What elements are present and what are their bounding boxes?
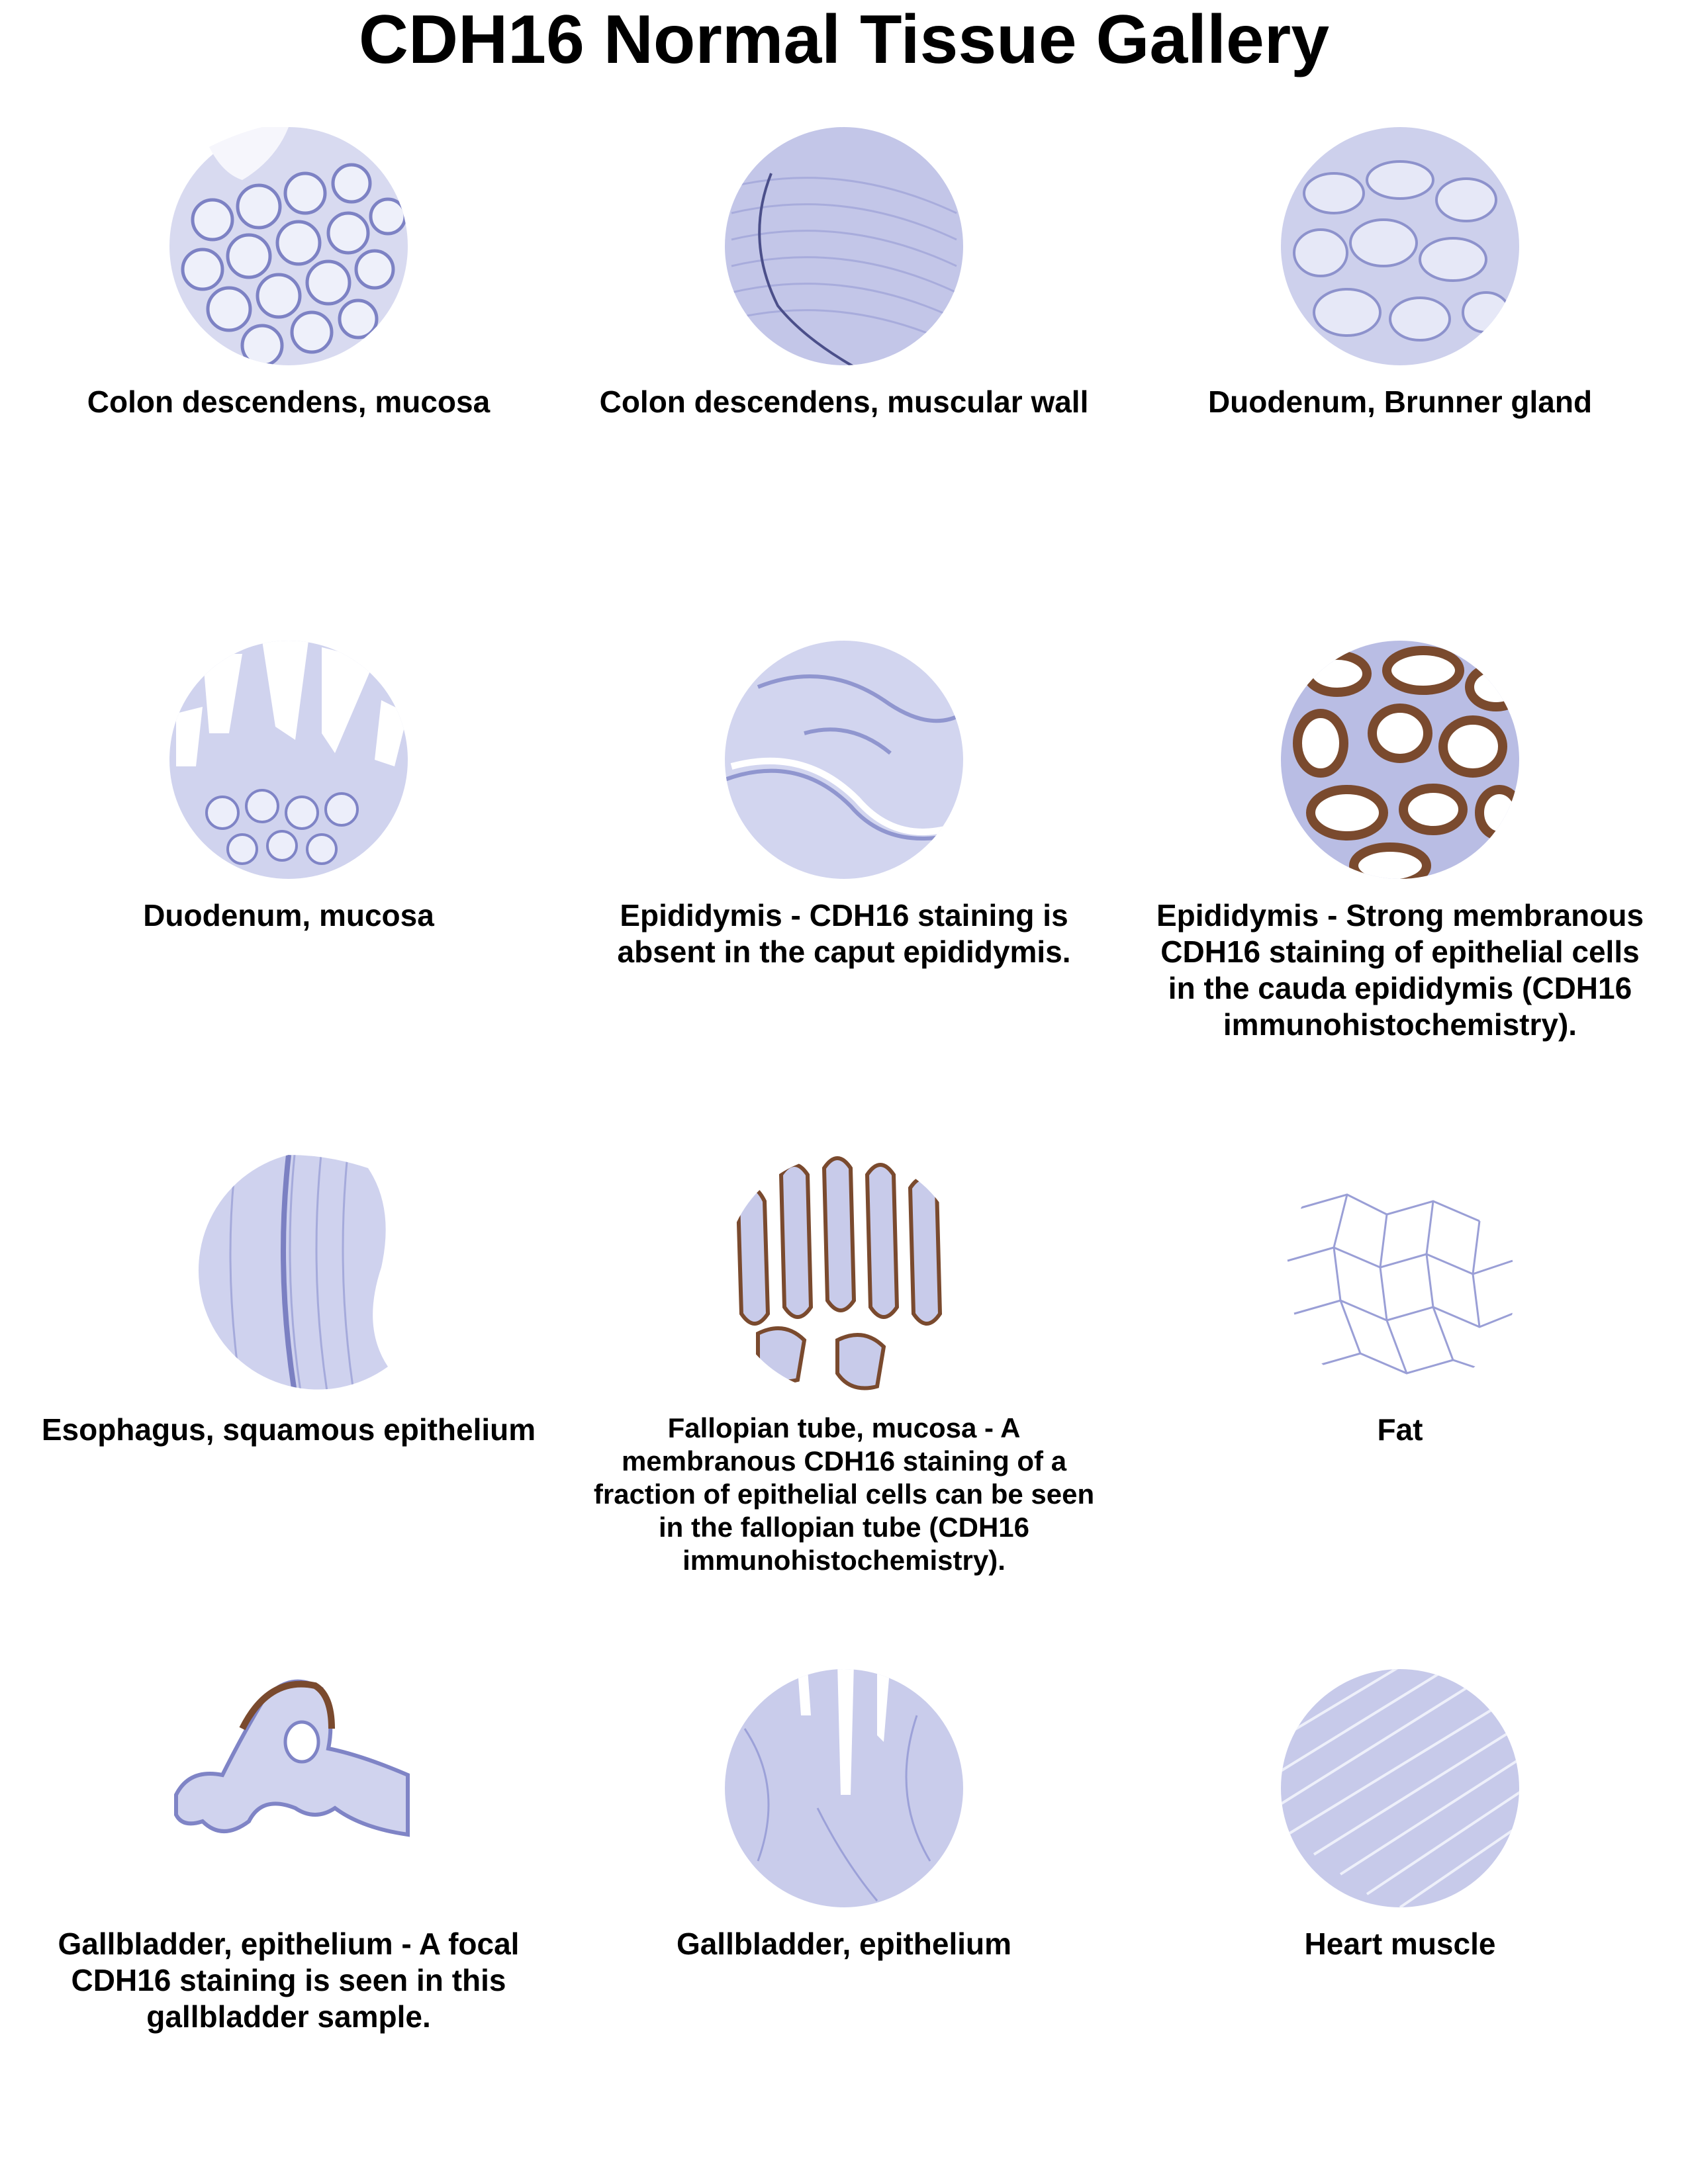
tile-caption: Esophagus, squamous epithelium [41,1412,536,1447]
tile-caption: Colon descendens, mucosa [87,385,491,419]
tile-caption: Epididymis - CDH16 staining is absent in the caput epididymis. [617,898,1071,969]
tissue-core-image [718,1662,970,1914]
tile-caption: Duodenum, mucosa [143,898,434,933]
tissue-core-image [1274,1148,1526,1400]
tissue-core-image [163,634,414,886]
tissue-core-image [718,120,970,372]
tissue-core-image [718,634,970,886]
tile-caption: Colon descendens, muscular wall [599,385,1089,419]
tissue-core-image [718,1148,970,1400]
tissue-core-image [1274,634,1526,886]
tile-caption: Duodenum, Brunner gland [1207,385,1593,419]
tile-caption: Epididymis - Strong membranous CDH16 staining of epithelial cells in the cauda epididymis (CDH16 immunohistochemistry). [1156,898,1644,1042]
tissue-core-image [163,1148,414,1400]
page-title: CDH16 Normal Tissue Gallery [358,1,1330,78]
tissue-core-image [163,120,414,372]
tissue-core-image [1274,1662,1526,1914]
tissue-core-image [163,1662,414,1914]
tile-caption: Fat [1377,1412,1423,1447]
tile-caption: Heart muscle [1304,1927,1496,1961]
tile-caption: Gallbladder, epithelium [676,1927,1012,1961]
tile-caption: Gallbladder, epithelium - A focal CDH16 staining is seen in this gallbladder sample. [58,1927,520,2034]
tissue-core-image [1274,120,1526,372]
tile-caption: Fallopian tube, mucosa - A membranous CDH16 staining of a fraction of epithelial cells can be seen in the fallopian tube (CDH16 immunohistochemistry). [593,1412,1095,1576]
